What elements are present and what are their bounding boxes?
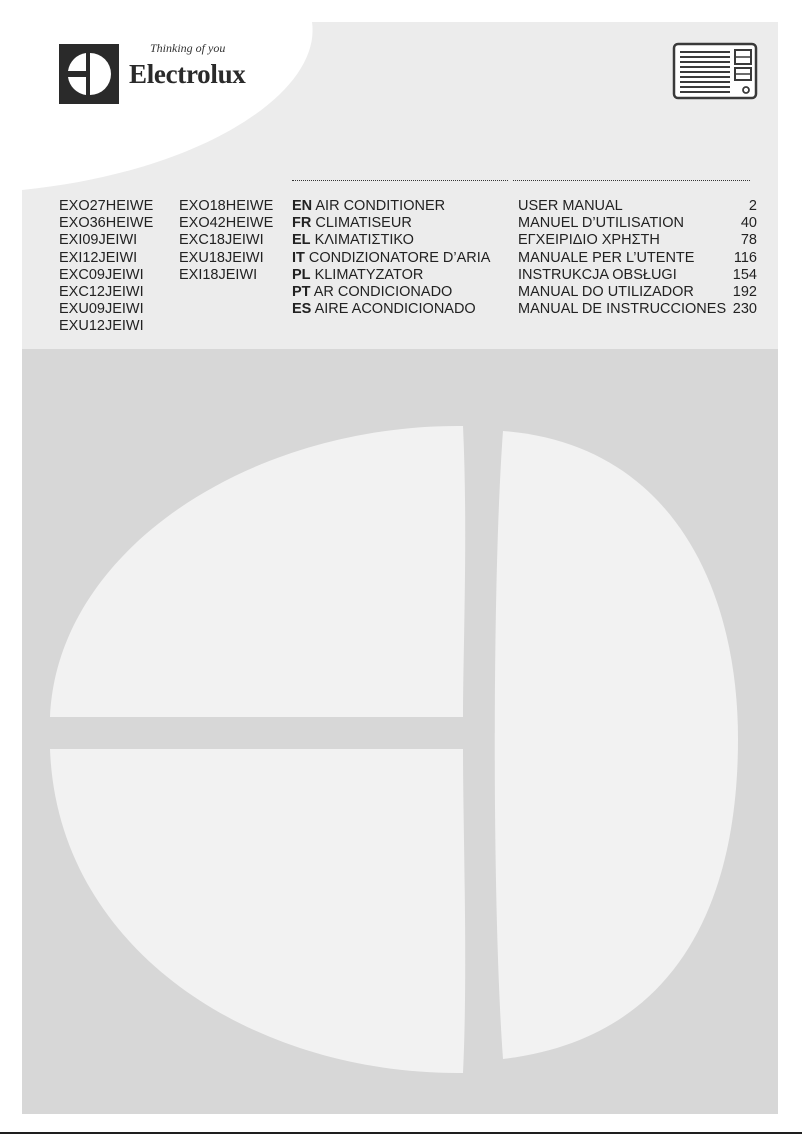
manual-title: MANUEL D’UTILISATION [518,215,684,232]
language-row [292,267,490,284]
manual-title: MANUAL DE INSTRUCCIONES [518,301,727,318]
dotted-separator-left [292,180,508,181]
model-number: EXU09JEIWI [59,301,144,318]
footer-rule [0,1132,802,1134]
product-name: CONDIZIONATORE D’ARIA [308,249,491,266]
model-number: EXU18JEIWI [179,249,264,266]
language-row [292,284,490,301]
manual-title: INSTRUKCJA OBSŁUGI [518,266,677,283]
cover-page [22,22,778,1114]
language-code: PL [292,266,311,283]
page-number: 2 [748,198,757,214]
manual-title: ΕΓΧΕΙΡΙΔΙΟ ΧΡΗΣΤΗ [518,232,660,249]
model-number: EXO42HEIWE [179,215,274,232]
manual-title: USER MANUAL [518,198,623,214]
dotted-separator-right [513,180,750,181]
language-list [292,198,490,318]
language-code: EN [292,198,313,214]
page-number-list [712,198,757,318]
language-code: ES [292,301,312,318]
header-white-curve [22,22,778,222]
brand-tagline: Thinking of you [150,41,226,55]
model-list-2 [179,198,273,284]
emblem-panel [22,349,778,1114]
model-number: EXC18JEIWI [179,232,264,249]
model-number: EXI09JEIWI [59,232,138,249]
model-number: EXI12JEIWI [59,249,138,266]
language-row [292,232,490,249]
language-row [292,215,490,232]
model-number: EXC12JEIWI [59,284,144,301]
manual-title: MANUAL DO UTILIZADOR [518,284,694,301]
model-number: EXC09JEIWI [59,266,144,283]
language-code: EL [292,232,311,249]
air-conditioner-icon [672,42,758,100]
page-number: 192 [732,284,757,301]
model-number: EXO27HEIWE [59,198,154,214]
electrolux-logo-icon [59,44,119,104]
page-number: 154 [732,266,757,283]
electrolux-emblem-graphic [22,349,778,1114]
product-name: KLIMATYZATOR [314,266,424,283]
language-code: IT [292,249,305,266]
product-name: AIRE ACONDICIONADO [314,301,476,318]
page-number: 116 [733,249,757,266]
manual-title-list [518,198,726,318]
model-number: EXO36HEIWE [59,215,154,232]
product-name: AR CONDICIONADO [313,284,453,301]
language-row [292,198,490,215]
product-name: AIR CONDITIONER [315,198,446,214]
model-number: EXU12JEIWI [59,318,144,335]
model-list-1 [59,198,153,336]
model-number: EXI18JEIWI [179,266,258,283]
product-name: ΚΛΙΜΑΤΙΣΤΙΚΟ [314,232,414,249]
language-code: FR [292,215,312,232]
brand-wordmark: Electrolux [129,59,246,89]
product-name: CLIMATISEUR [315,215,412,232]
language-row [292,250,490,267]
manual-title: MANUALE PER L’UTENTE [518,249,695,266]
language-code: PT [292,284,311,301]
page-number: 230 [732,301,757,318]
language-row [292,301,490,318]
page-number: 40 [740,215,757,232]
model-number: EXO18HEIWE [179,198,274,214]
page-number: 78 [740,232,757,249]
